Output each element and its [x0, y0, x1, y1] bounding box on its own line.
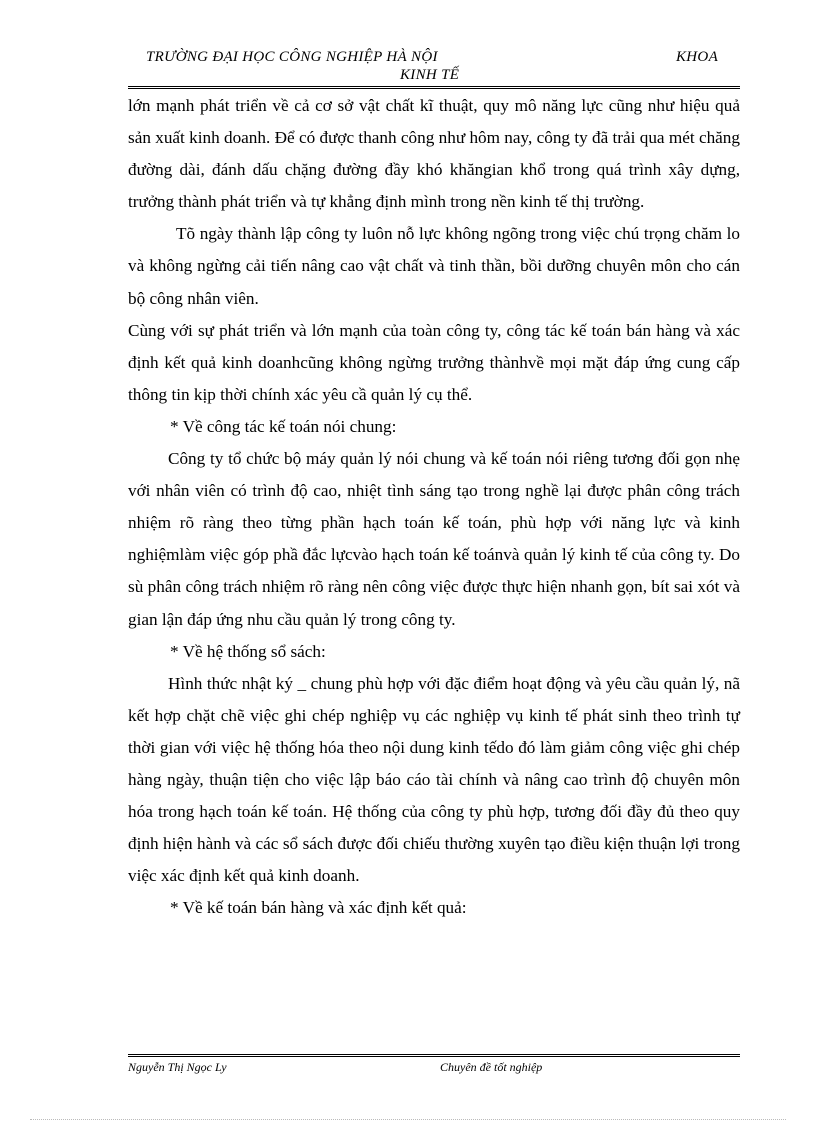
- paragraph: Cùng với sự phát triển và lớn mạnh của toàn công ty, công tác kế toán bán hàng và xác định kết quả kinh doanhcũng không ngừng trưởng thànhvề mọi mặt đáp ứng cung cấp thông tin kịp thời chính xác yêu cầ quản lý cụ thể.: [128, 320, 740, 404]
- section-heading: * Về kế toán bán hàng và xác định kết quả:: [170, 898, 467, 918]
- header-school: TRƯỜNG ĐẠI HỌC CÔNG NGHIỆP HÀ NỘI: [146, 49, 438, 65]
- document-body: [128, 90, 740, 924]
- paragraph: lớn mạnh phát triển về cả cơ sở vật chất kĩ thuật, quy mô năng lực cũng như hiệu quả sản xuất kinh doanh. Để có được thanh công như hôm nay, công ty đã trải qua mét chăng đường dài, đánh dấu chặng đường đầy khó khăngian khổ trong quá trình xây dựng, trưởng thành phát triển và tự khẳng định mình trong nền kinh tế thị trường.: [128, 96, 740, 212]
- paragraph: Tõ ngày thành lập công ty luôn nỗ lực không ngõng trong việc chú trọng chăm lo và không ngừng cải tiến nâng cao vật chất và tinh thần, bồi dưỡng chuyên môn cho cán bộ công nhân viên.: [128, 224, 740, 308]
- header-rule: [128, 86, 740, 89]
- footer-title: Chuyên đề tốt nghiệp: [440, 1060, 543, 1074]
- header-faculty: KHOA: [676, 49, 719, 65]
- footer-author: Nguyễn Thị Ngọc Ly: [128, 1060, 227, 1074]
- page-bottom-divider: [30, 1119, 786, 1120]
- paragraph: Công ty tổ chức bộ máy quản lý nói chung và kế toán nói riêng tương đối gọn nhẹ với nhân viên có trình độ cao, nhiệt tình sáng tạo trong nghề lại được phân công trách nhiệm rõ ràng theo từng phần hạch toán kế toán, phù hợp với năng lực và kinh nghiệmlàm việc góp phầ đắc lựcvào hạch toán kế toánvà quản lý kinh tế của công ty. Do sù phân công trách nhiệm rõ ràng nên công việc được thực hiện nhanh gọn, bít sai xót và gian lận đáp ứng nhu cầu quản lý trong công ty.: [128, 449, 740, 629]
- section-heading: * Về công tác kế toán nói chung:: [170, 416, 397, 436]
- header-faculty-continued: KINH TẾ: [400, 67, 460, 83]
- section-heading: * Về hệ thống sổ sách:: [170, 641, 326, 661]
- paragraph: Hình thức nhật ký _ chung phù hợp với đặc điểm hoạt động và yêu cầu quản lý, nã kết hợp chặt chẽ việc ghi chép nghiệp vụ các nghiệp vụ kinh tế phát sinh theo trình tự thời gian với việc hệ thống hóa theo nội dung kinh tếdo đó làm giảm công việc ghi chép hàng ngày, thuận tiện cho việc lập báo cáo tài chính và nâng cao trình độ chuyên môn hóa trong hạch toán kế toán. Hệ thống của công ty phù hợp, tương đối đầy đủ theo quy định hiện hành và các sổ sách được đối chiếu thường xuyên tạo điều kiện thuận lợi trong việc xác định kết quả kinh doanh.: [128, 673, 740, 886]
- footer-rule: [128, 1054, 740, 1057]
- page-footer: [128, 1060, 740, 1078]
